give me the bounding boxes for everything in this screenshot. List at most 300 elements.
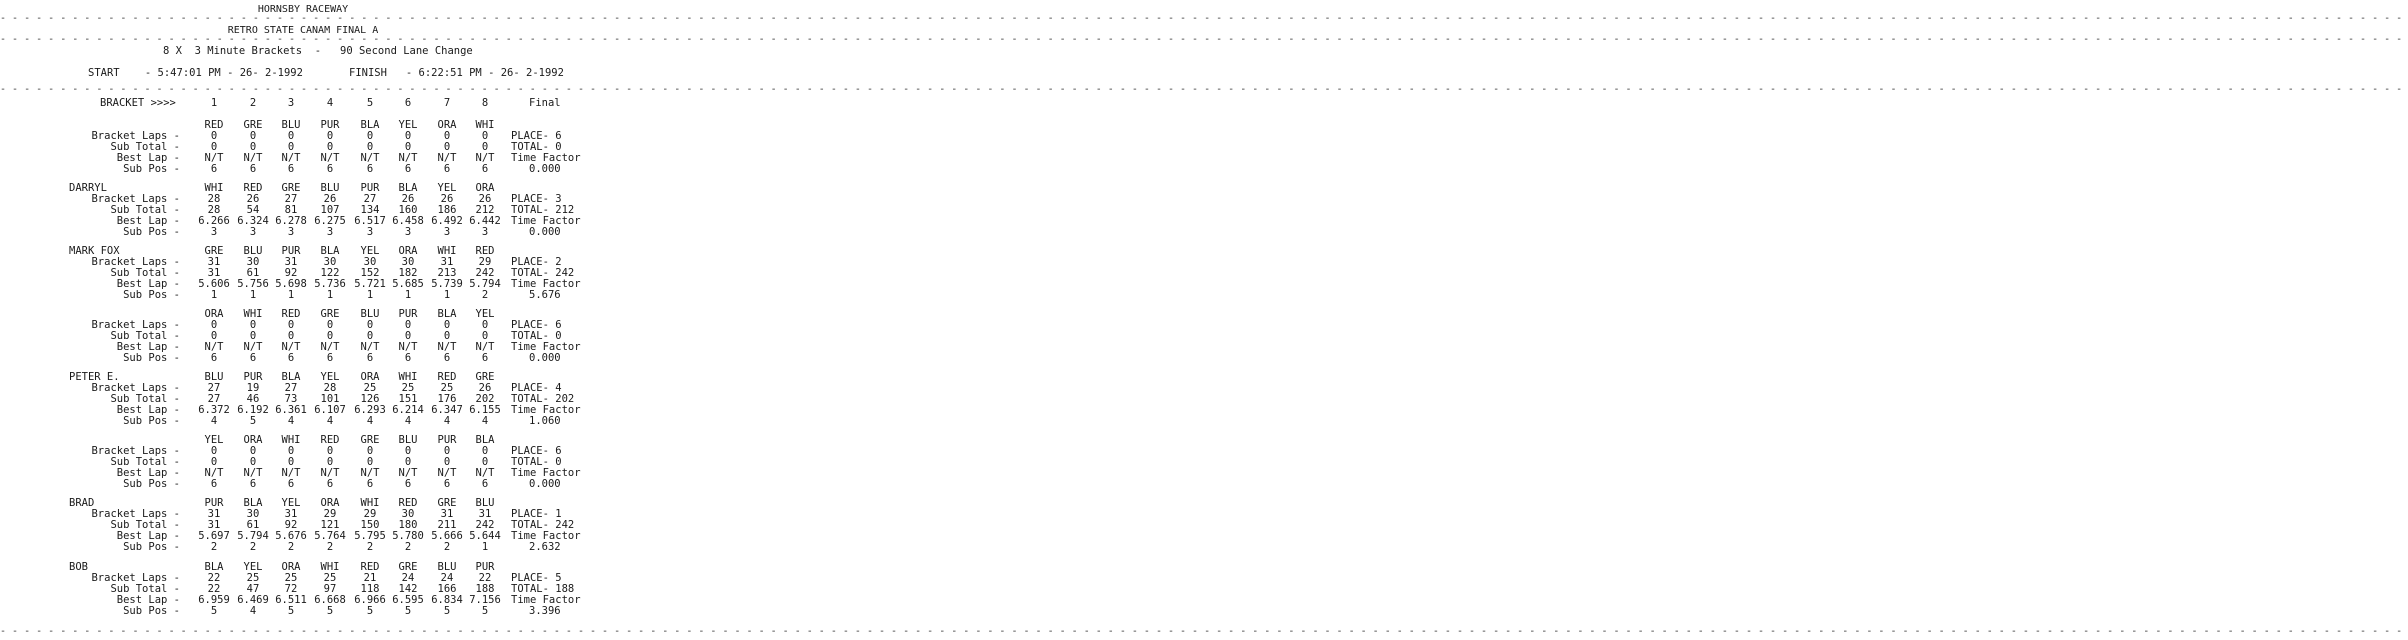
cell-value: 0 [287,319,295,331]
cell-value: 5.698 [275,278,307,290]
cell-value: 0 [481,141,489,153]
lane-color: YEL [204,434,224,446]
cell-value: 6 [287,478,295,490]
cell-value: N/T [398,467,418,479]
row-label: Sub Total - [110,204,180,216]
cell-value: 6.372 [198,404,230,416]
row-label: Best Lap - [116,278,180,290]
driver-name: PETER E. [69,371,120,383]
row-label: Bracket Laps - [91,445,180,457]
lane-color: BLA [281,371,301,383]
best-lap-row [0,405,606,416]
cell-value: 0 [443,330,451,342]
cell-value: 24 [401,572,415,584]
cell-value: 122 [320,267,340,279]
bracket-number: 8 [481,97,489,109]
row-label: Sub Pos - [123,226,180,238]
lane-color: ORA [360,371,380,383]
cell-value: 25 [440,382,454,394]
cell-value: 6 [481,163,489,175]
cell-value: 0 [326,319,334,331]
cell-value: 0 [326,445,334,457]
lane-color: BLU [398,434,418,446]
cell-value: 26 [478,193,492,205]
cell-value: 21 [363,572,377,584]
cell-value: 73 [284,393,298,405]
cell-value: 5 [443,605,451,617]
cell-value: 6 [210,478,218,490]
lane-color: BLU [475,497,495,509]
row-label: Best Lap - [116,467,180,479]
driver-name: BOB [69,561,88,573]
cell-value: N/T [437,467,457,479]
cell-value: 0 [287,445,295,457]
cell-value: N/T [475,341,495,353]
cell-value: 6.668 [314,594,346,606]
final-place: PLACE- 2 [511,256,562,268]
cell-value: 27 [284,193,298,205]
cell-value: 0 [443,445,451,457]
cell-value: 6.492 [431,215,463,227]
final-place: PLACE- 5 [511,572,562,584]
cell-value: 22 [478,572,492,584]
cell-value: 31 [440,256,454,268]
best-lap-row [0,595,606,606]
lane-color: BLU [437,561,457,573]
cell-value: 188 [475,583,495,595]
cell-value: 29 [323,508,337,520]
cell-value: N/T [437,152,457,164]
lane-color: PUR [398,308,418,320]
final-total: TOTAL- 242 [511,267,575,279]
lane-color: BLU [243,245,263,257]
cell-value: 0 [366,130,374,142]
cell-value: 186 [437,204,457,216]
lane-color: PUR [475,561,495,573]
cell-value: 92 [284,519,298,531]
cell-value: 6 [249,163,257,175]
final-place: PLACE- 4 [511,382,562,394]
cell-value: 6.442 [469,215,501,227]
driver-name: BRAD [69,497,95,509]
cell-value: 151 [398,393,418,405]
cell-value: N/T [281,341,301,353]
cell-value: 46 [246,393,260,405]
cell-value: 2 [443,541,451,553]
bracket-number: 2 [249,97,257,109]
lane-color: YEL [398,119,418,131]
cell-value: 0 [287,141,295,153]
cell-value: 6 [210,352,218,364]
cell-value: 30 [401,256,415,268]
cell-value: 6 [443,478,451,490]
cell-value: 2 [249,541,257,553]
cell-value: 6.511 [275,594,307,606]
cell-value: 182 [398,267,418,279]
cell-value: 0 [481,456,489,468]
cell-value: 1 [443,289,451,301]
cell-value: 5 [249,415,257,427]
cell-value: 0 [404,319,412,331]
cell-value: 47 [246,583,260,595]
row-label: Bracket Laps - [91,572,180,584]
cell-value: 22 [207,572,221,584]
lane-color: ORA [320,497,340,509]
sub-pos-row [0,353,606,364]
cell-value: 0 [249,319,257,331]
cell-value: 31 [207,519,221,531]
bracket-label: BRACKET >>>> [100,97,176,109]
lane-color: RED [437,371,457,383]
lane-color: ORA [243,434,263,446]
row-label: Best Lap - [116,530,180,542]
cell-value: N/T [204,341,224,353]
cell-value: 29 [363,508,377,520]
cell-value: N/T [360,341,380,353]
sub-pos-row [0,416,606,427]
cell-value: 0 [481,319,489,331]
time-factor-value: 3.396 [529,605,561,617]
cell-value: 0 [210,445,218,457]
cell-value: 0 [326,130,334,142]
cell-value: 26 [478,382,492,394]
cell-value: 5.736 [314,278,346,290]
row-label: Sub Pos - [123,289,180,301]
cell-value: 0 [366,456,374,468]
lane-color: WHI [360,497,380,509]
cell-value: 0 [443,456,451,468]
cell-value: 0 [366,330,374,342]
cell-value: 3 [366,226,374,238]
lane-color: BLU [281,119,301,131]
cell-value: 0 [366,141,374,153]
time-factor-label: Time Factor [511,594,581,606]
cell-value: 5.666 [431,530,463,542]
row-label: Bracket Laps - [91,382,180,394]
sub-pos-row [0,227,606,238]
sub-pos-row [0,606,606,617]
final-total: TOTAL- 188 [511,583,575,595]
lane-color: GRE [281,182,301,194]
lane-color: WHI [475,119,495,131]
cell-value: 0 [210,130,218,142]
cell-value: 0 [443,130,451,142]
cell-value: 5.794 [237,530,269,542]
cell-value: 6 [366,352,374,364]
sub-pos-row [0,290,606,301]
cell-value: 2 [481,289,489,301]
cell-value: 0 [404,130,412,142]
cell-value: N/T [360,152,380,164]
cell-value: 4 [366,415,374,427]
cell-value: 160 [398,204,418,216]
cell-value: N/T [475,152,495,164]
cell-value: 5.676 [275,530,307,542]
cell-value: 4 [210,415,218,427]
lane-color: ORA [475,182,495,194]
best-lap-row [0,468,606,479]
lane-color: WHI [398,371,418,383]
time-factor-value: 0.000 [529,352,561,364]
lane-color: GRE [360,434,380,446]
lane-color: RED [360,561,380,573]
final-total: TOTAL- 202 [511,393,575,405]
cell-value: 0 [443,141,451,153]
time-factor-label: Time Factor [511,404,581,416]
cell-value: 6 [249,352,257,364]
cell-value: 4 [443,415,451,427]
cell-value: 0 [443,319,451,331]
cell-value: N/T [398,341,418,353]
bracket-number: 4 [326,97,334,109]
cell-value: 7.156 [469,594,501,606]
final-place: PLACE- 1 [511,508,562,520]
time-factor-value: 1.060 [529,415,561,427]
best-lap-row [0,531,606,542]
row-label: Best Lap - [116,215,180,227]
lane-color: BLA [360,119,380,131]
time-factor-value: 0.000 [529,478,561,490]
lane-color: RED [475,245,495,257]
best-lap-row [0,153,606,164]
lane-color: GRE [437,497,457,509]
divider: - - - - - - - - - - - - - - - - - - - - - - - - - - - - - - - - - - - - - - - - - - - - - - - - - - - - - - - - - - - - - - - - - - - - - - - - - - - - - - - - - - - - - - - - - - - - - - - - - - - - - - - - - - - - - - - - - - - - - - - - - - - - - - - - - - - - - - - - - - - - - - - - - - - - - - - - - - - - - - - - - - - - - - - - - - - - - - - - - - - - - - - - - - - - - - - - - - - - - - - - [0,13,2408,24]
final-place: PLACE- 6 [511,319,562,331]
cell-value: 3 [481,226,489,238]
cell-value: 213 [437,267,457,279]
cell-value: 26 [440,193,454,205]
time-factor-label: Time Factor [511,341,581,353]
lane-color: ORA [204,308,224,320]
cell-value: N/T [320,341,340,353]
row-label: Bracket Laps - [91,130,180,142]
cell-value: 5 [366,605,374,617]
row-label: Sub Pos - [123,605,180,617]
cell-value: 54 [246,204,260,216]
cell-value: 152 [360,267,380,279]
lane-color: GRE [320,308,340,320]
final-place: PLACE- 3 [511,193,562,205]
cell-value: 28 [207,204,221,216]
time-factor-label: Time Factor [511,467,581,479]
cell-value: 27 [284,382,298,394]
cell-value: 212 [475,204,495,216]
cell-value: 6 [287,352,295,364]
cell-value: 0 [249,330,257,342]
best-lap-row [0,342,606,353]
lane-color: PUR [360,182,380,194]
cell-value: 6 [326,478,334,490]
cell-value: 4 [481,415,489,427]
time-factor-label: Time Factor [511,152,581,164]
cell-value: 6.966 [354,594,386,606]
cell-value: 28 [323,382,337,394]
cell-value: 1 [326,289,334,301]
row-label: Sub Pos - [123,541,180,553]
cell-value: 5.685 [392,278,424,290]
cell-value: 101 [320,393,340,405]
cell-value: 0 [326,330,334,342]
row-label: Best Lap - [116,404,180,416]
cell-value: 6 [481,478,489,490]
cell-value: 31 [207,508,221,520]
cell-value: N/T [243,467,263,479]
row-label: Sub Total - [110,330,180,342]
cell-value: 0 [287,330,295,342]
lane-color: WHI [281,434,301,446]
row-label: Bracket Laps - [91,319,180,331]
cell-value: 6.107 [314,404,346,416]
lane-color: BLA [204,561,224,573]
time-factor-value: 2.632 [529,541,561,553]
cell-value: 0 [249,130,257,142]
cell-value: 0 [210,456,218,468]
cell-value: 5.697 [198,530,230,542]
cell-value: 4 [249,605,257,617]
cell-value: 242 [475,267,495,279]
sub-pos-row [0,164,606,175]
cell-value: 5.794 [469,278,501,290]
race-format: 8 X 3 Minute Brackets - 90 Second Lane Change [163,45,473,57]
cell-value: 6.347 [431,404,463,416]
lane-color: WHI [437,245,457,257]
driver-name: MARK FOX [69,245,120,257]
cell-value: 118 [360,583,380,595]
cell-value: 0 [404,141,412,153]
time-factor-value: 0.000 [529,226,561,238]
lane-color: WHI [320,561,340,573]
cell-value: 31 [440,508,454,520]
cell-value: 31 [207,267,221,279]
cell-value: 0 [249,445,257,457]
cell-value: 6 [443,163,451,175]
cell-value: 5.795 [354,530,386,542]
cell-value: 2 [287,541,295,553]
cell-value: 0 [366,319,374,331]
cell-value: 5.764 [314,530,346,542]
cell-value: N/T [475,467,495,479]
cell-value: 3 [249,226,257,238]
sub-pos-row [0,542,606,553]
cell-value: 6.834 [431,594,463,606]
cell-value: 4 [404,415,412,427]
lane-color: ORA [281,561,301,573]
lane-color: BLU [360,308,380,320]
cell-value: 6.155 [469,404,501,416]
cell-value: N/T [204,467,224,479]
final-total: TOTAL- 0 [511,330,562,342]
cell-value: 26 [323,193,337,205]
cell-value: 0 [404,330,412,342]
final-total: TOTAL- 0 [511,456,562,468]
cell-value: 72 [284,583,298,595]
cell-value: 6 [404,163,412,175]
cell-value: N/T [281,152,301,164]
row-label: Sub Total - [110,141,180,153]
cell-value: 5.756 [237,278,269,290]
cell-value: 61 [246,519,260,531]
cell-value: N/T [320,152,340,164]
cell-value: 0 [481,445,489,457]
page-title: HORNSBY RACEWAY [257,4,349,15]
lane-color: BLU [204,371,224,383]
cell-value: 142 [398,583,418,595]
cell-value: 22 [207,583,221,595]
cell-value: 19 [246,382,260,394]
cell-value: 6.361 [275,404,307,416]
divider: - - - - - - - - - - - - - - - - - - - - - - - - - - - - - - - - - - - - - - - - - - - - - - - - - - - - - - - - - - - - - - - - - - - - - - - - - - - - - - - - - - - - - - - - - - - - - - - - - - - - - - - - - - - - - - - - - - - - - - - - - - - - - - - - - - - - - - - - - - - - - - - - - - - - - - - - - - - - - - - - - - - - - - - - - - - - - - - - - - - - - - - - - - - - - - - - - - - - - - - - [0,34,2408,45]
row-label: Best Lap - [116,341,180,353]
cell-value: 5 [481,605,489,617]
row-label: Sub Total - [110,267,180,279]
lane-color: YEL [243,561,263,573]
bracket-header-row [0,98,606,109]
cell-value: 6.278 [275,215,307,227]
cell-value: 5 [210,605,218,617]
cell-value: 1 [404,289,412,301]
sub-pos-row [0,479,606,490]
cell-value: 5 [287,605,295,617]
cell-value: 180 [398,519,418,531]
cell-value: 0 [404,445,412,457]
row-label: Sub Pos - [123,415,180,427]
cell-value: 31 [207,256,221,268]
cell-value: 6.324 [237,215,269,227]
cell-value: 25 [246,572,260,584]
time-factor-value: 0.000 [529,163,561,175]
cell-value: 134 [360,204,380,216]
cell-value: 61 [246,267,260,279]
cell-value: N/T [320,467,340,479]
cell-value: 150 [360,519,380,531]
cell-value: 30 [401,508,415,520]
row-label: Sub Pos - [123,163,180,175]
cell-value: 30 [246,256,260,268]
lane-color: BLU [320,182,340,194]
row-label: Sub Pos - [123,478,180,490]
cell-value: 202 [475,393,495,405]
cell-value: 6 [443,352,451,364]
cell-value: 30 [323,256,337,268]
cell-value: 6 [326,352,334,364]
cell-value: 1 [210,289,218,301]
lane-color: GRE [243,119,263,131]
time-factor-value: 5.676 [529,289,561,301]
cell-value: 0 [249,141,257,153]
cell-value: N/T [204,152,224,164]
row-label: Sub Total - [110,519,180,531]
cell-value: 27 [363,193,377,205]
cell-value: 5 [404,605,412,617]
bracket-number: 3 [287,97,295,109]
cell-value: 30 [363,256,377,268]
event-name: RETRO STATE CANAM FINAL A [227,25,379,36]
cell-value: 107 [320,204,340,216]
cell-value: 211 [437,519,457,531]
cell-value: N/T [437,341,457,353]
cell-value: 81 [284,204,298,216]
cell-value: 166 [437,583,457,595]
cell-value: 0 [481,130,489,142]
cell-value: 29 [478,256,492,268]
cell-value: 5.780 [392,530,424,542]
cell-value: 6.517 [354,215,386,227]
row-label: Sub Total - [110,456,180,468]
cell-value: 0 [481,330,489,342]
lane-color: WHI [204,182,224,194]
lane-color: GRE [204,245,224,257]
row-label: Best Lap - [116,152,180,164]
